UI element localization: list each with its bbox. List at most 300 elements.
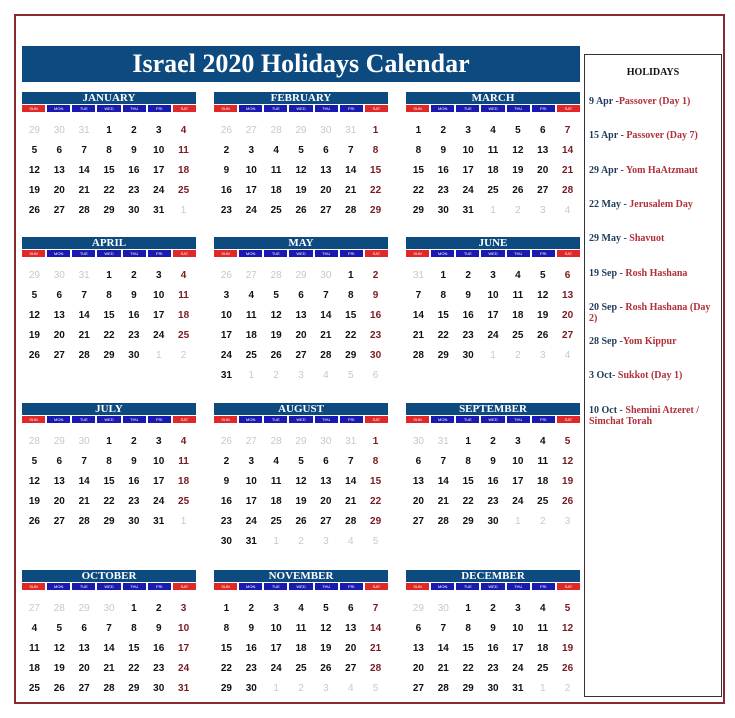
holiday-date: 9 Apr - xyxy=(589,96,619,107)
day-cell: 22 xyxy=(103,184,115,196)
day-cell: 8 xyxy=(440,289,447,301)
day-cell: 15 xyxy=(103,164,115,176)
week-row xyxy=(406,511,580,531)
day-cell: 18 xyxy=(178,164,190,176)
day-cell: 29 xyxy=(103,349,115,361)
day-name-thu: THU xyxy=(507,250,530,257)
day-cell: 17 xyxy=(153,164,165,176)
day-cell: 8 xyxy=(347,289,354,301)
day-cell: 31 xyxy=(412,269,424,281)
day-cell: 3 xyxy=(248,144,255,156)
day-cell: 2 xyxy=(298,535,304,547)
day-cell: 25 xyxy=(270,204,282,216)
day-cell: 27 xyxy=(320,204,332,216)
day-cell: 13 xyxy=(412,475,424,487)
week-row xyxy=(214,140,388,160)
day-name-mon: MON xyxy=(239,583,262,590)
day-cell: 19 xyxy=(270,329,282,341)
day-cell: 18 xyxy=(512,309,524,321)
day-cell: 9 xyxy=(465,289,471,301)
holiday-name: Yom HaAtzmaut xyxy=(625,164,698,176)
day-names-row xyxy=(406,416,580,423)
day-cell: 4 xyxy=(490,124,496,136)
day-cell: 7 xyxy=(106,622,112,634)
holiday-date: 19 Sep - xyxy=(589,267,626,279)
day-cell: 29 xyxy=(412,204,424,216)
day-cell: 13 xyxy=(320,164,332,176)
day-cell: 28 xyxy=(562,184,574,196)
holiday-date: 22 May - xyxy=(589,198,630,210)
day-cell: 3 xyxy=(323,682,329,694)
day-cell: 23 xyxy=(437,184,449,196)
holiday-name: Jerusalem Day xyxy=(629,198,693,210)
day-cell: 2 xyxy=(298,682,304,694)
day-name-tue: TUE xyxy=(72,583,95,590)
day-cell: 2 xyxy=(273,369,279,381)
week-row xyxy=(22,200,196,220)
day-cell: 6 xyxy=(539,124,546,136)
day-cell: 7 xyxy=(440,455,447,467)
day-cell: 10 xyxy=(220,309,232,321)
day-name-tue: TUE xyxy=(456,250,479,257)
day-cell: 11 xyxy=(537,622,549,634)
day-name-thu: THU xyxy=(123,416,146,423)
day-cell: 1 xyxy=(440,269,447,281)
day-name-mon: MON xyxy=(239,105,262,112)
day-names-row xyxy=(22,416,196,423)
day-cell: 4 xyxy=(180,124,187,136)
day-cell: 10 xyxy=(512,622,524,634)
week-row xyxy=(22,345,196,365)
day-cell: 29 xyxy=(295,269,307,281)
day-name-fri: FRI xyxy=(148,250,171,257)
month-july xyxy=(22,403,196,531)
day-cell: 1 xyxy=(273,535,279,547)
day-cell: 10 xyxy=(462,144,474,156)
day-cell: 12 xyxy=(28,309,40,321)
day-cell: 2 xyxy=(490,435,496,447)
day-cell: 4 xyxy=(347,682,354,694)
day-name-wed: WED xyxy=(289,416,312,423)
week-row xyxy=(22,431,196,451)
day-cell: 11 xyxy=(295,622,307,634)
day-name-thu: THU xyxy=(315,250,338,257)
day-name-fri: FRI xyxy=(148,583,171,590)
month-september xyxy=(406,403,580,531)
day-name-sat: SAT xyxy=(173,250,196,257)
holiday-item xyxy=(589,199,719,210)
holiday-date: 28 Sep - xyxy=(589,336,623,348)
day-cell: 14 xyxy=(345,164,357,176)
day-cell: 1 xyxy=(248,369,255,381)
day-cell: 29 xyxy=(462,682,474,694)
day-cell: 5 xyxy=(323,602,329,614)
day-cell: 20 xyxy=(320,495,332,507)
week-row xyxy=(214,531,388,551)
day-cell: 3 xyxy=(248,455,255,467)
month-january xyxy=(22,92,196,220)
day-cell: 22 xyxy=(437,329,449,341)
day-cell: 1 xyxy=(106,435,112,447)
day-cell: 13 xyxy=(412,642,424,654)
day-cell: 4 xyxy=(515,269,521,281)
day-cell: 19 xyxy=(28,329,40,341)
week-row xyxy=(22,451,196,471)
week-row xyxy=(214,491,388,511)
day-name-fri: FRI xyxy=(148,105,171,112)
holiday-item xyxy=(589,302,719,324)
day-cell: 3 xyxy=(515,602,521,614)
holiday-date: 15 Apr - xyxy=(589,130,627,142)
day-name-sat: SAT xyxy=(365,416,388,423)
day-name-wed: WED xyxy=(97,583,120,590)
day-cell: 22 xyxy=(103,329,115,341)
day-cell: 15 xyxy=(370,164,382,176)
day-cell: 23 xyxy=(220,515,232,527)
day-cell: 14 xyxy=(78,164,90,176)
day-cell: 12 xyxy=(537,289,549,301)
day-name-wed: WED xyxy=(481,105,504,112)
day-cell: 7 xyxy=(81,289,87,301)
day-name-sun: SUN xyxy=(22,250,45,257)
day-cell: 2 xyxy=(155,602,162,614)
day-cell: 25 xyxy=(245,349,257,361)
day-cell: 1 xyxy=(372,435,379,447)
day-cell: 1 xyxy=(347,269,354,281)
day-cell: 23 xyxy=(487,662,499,674)
day-cell: 11 xyxy=(270,475,282,487)
day-cell: 30 xyxy=(462,349,474,361)
day-name-sat: SAT xyxy=(173,105,196,112)
day-cell: 26 xyxy=(512,184,524,196)
day-cell: 13 xyxy=(562,289,574,301)
holiday-item xyxy=(589,165,719,176)
day-cell: 11 xyxy=(178,144,189,156)
day-cell: 5 xyxy=(31,455,38,467)
day-cell: 24 xyxy=(245,515,257,527)
day-cell: 9 xyxy=(131,144,137,156)
day-cell: 17 xyxy=(153,309,165,321)
day-cell: 26 xyxy=(53,682,65,694)
month-november xyxy=(214,570,388,698)
day-name-sun: SUN xyxy=(214,583,237,590)
day-cell: 30 xyxy=(320,435,332,447)
day-name-tue: TUE xyxy=(456,416,479,423)
day-cell: 13 xyxy=(53,475,65,487)
day-cell: 15 xyxy=(103,309,115,321)
day-cell: 1 xyxy=(515,515,521,527)
day-cell: 10 xyxy=(153,144,165,156)
day-cell: 28 xyxy=(53,602,65,614)
day-cell: 10 xyxy=(245,475,257,487)
day-cell: 26 xyxy=(295,204,307,216)
week-row xyxy=(406,431,580,451)
day-cell: 21 xyxy=(562,164,574,176)
holiday-name: Rosh Hashana (Day 2) xyxy=(589,301,711,324)
weeks xyxy=(214,598,388,698)
day-cell: 27 xyxy=(537,184,549,196)
week-row xyxy=(214,638,388,658)
day-cell: 29 xyxy=(28,124,40,136)
day-cell: 26 xyxy=(220,435,232,447)
day-name-fri: FRI xyxy=(532,250,555,257)
holidays-panel xyxy=(584,54,722,697)
day-name-tue: TUE xyxy=(456,105,479,112)
day-names-row xyxy=(22,105,196,112)
month-title: FEBRUARY xyxy=(214,92,388,104)
day-cell: 11 xyxy=(29,642,40,654)
week-row xyxy=(406,285,580,305)
holiday-name: Yom Kippur xyxy=(622,336,677,348)
day-cell: 28 xyxy=(78,204,90,216)
day-cell: 30 xyxy=(103,602,115,614)
day-cell: 27 xyxy=(245,435,257,447)
day-name-thu: THU xyxy=(315,105,338,112)
week-row xyxy=(22,325,196,345)
weeks xyxy=(406,265,580,365)
day-cell: 1 xyxy=(131,602,137,614)
day-name-thu: THU xyxy=(123,105,146,112)
day-cell: 22 xyxy=(220,662,232,674)
day-name-sat: SAT xyxy=(365,583,388,590)
day-cell: 2 xyxy=(131,435,137,447)
day-cell: 31 xyxy=(512,682,524,694)
day-cell: 25 xyxy=(295,662,307,674)
day-cell: 20 xyxy=(295,329,307,341)
day-name-sun: SUN xyxy=(22,416,45,423)
day-cell: 17 xyxy=(270,642,282,654)
day-cell: 18 xyxy=(178,475,190,487)
day-cell: 12 xyxy=(562,455,574,467)
day-cell: 31 xyxy=(462,204,474,216)
month-may xyxy=(214,237,388,385)
day-cell: 4 xyxy=(539,602,546,614)
day-cell: 3 xyxy=(515,435,521,447)
week-row xyxy=(406,598,580,618)
day-cell: 31 xyxy=(437,435,449,447)
day-name-tue: TUE xyxy=(264,416,287,423)
day-cell: 12 xyxy=(28,475,40,487)
week-row xyxy=(22,678,196,698)
day-cell: 29 xyxy=(370,204,382,216)
day-cell: 5 xyxy=(564,435,571,447)
week-row xyxy=(22,658,196,678)
day-cell: 13 xyxy=(320,475,332,487)
day-cell: 13 xyxy=(53,164,65,176)
day-cell: 10 xyxy=(487,289,499,301)
day-cell: 26 xyxy=(562,495,574,507)
day-name-tue: TUE xyxy=(72,250,95,257)
day-cell: 11 xyxy=(537,455,549,467)
day-cell: 7 xyxy=(347,455,354,467)
day-cell: 25 xyxy=(537,662,549,674)
day-cell: 3 xyxy=(223,289,230,301)
weeks xyxy=(22,120,196,220)
day-cell: 29 xyxy=(220,682,232,694)
day-cell: 17 xyxy=(245,495,257,507)
day-cell: 24 xyxy=(487,329,499,341)
day-cell: 18 xyxy=(178,309,190,321)
day-cell: 15 xyxy=(462,642,474,654)
day-cell: 22 xyxy=(412,184,424,196)
day-cell: 7 xyxy=(81,455,87,467)
day-cell: 11 xyxy=(487,144,499,156)
week-row xyxy=(22,120,196,140)
week-row xyxy=(406,305,580,325)
week-row xyxy=(214,285,388,305)
day-name-sun: SUN xyxy=(22,105,45,112)
day-cell: 2 xyxy=(465,269,471,281)
day-cell: 31 xyxy=(345,435,357,447)
weeks xyxy=(406,120,580,220)
day-cell: 25 xyxy=(512,329,524,341)
day-cell: 1 xyxy=(106,124,112,136)
day-name-sun: SUN xyxy=(214,416,237,423)
day-cell: 21 xyxy=(437,495,449,507)
month-december xyxy=(406,570,580,698)
day-cell: 9 xyxy=(223,164,230,176)
day-cell: 3 xyxy=(180,602,187,614)
day-name-sat: SAT xyxy=(173,416,196,423)
day-cell: 29 xyxy=(295,124,307,136)
day-name-sat: SAT xyxy=(557,250,580,257)
day-cell: 5 xyxy=(372,535,379,547)
holiday-item xyxy=(589,405,719,427)
day-name-sun: SUN xyxy=(406,416,429,423)
holiday-item xyxy=(589,96,719,107)
day-cell: 22 xyxy=(345,329,357,341)
day-name-mon: MON xyxy=(431,583,454,590)
day-cell: 16 xyxy=(220,495,232,507)
day-cell: 20 xyxy=(78,662,90,674)
day-cell: 26 xyxy=(28,204,40,216)
day-cell: 23 xyxy=(487,495,499,507)
week-row xyxy=(22,598,196,618)
day-cell: 31 xyxy=(78,269,90,281)
week-row xyxy=(406,160,580,180)
day-cell: 26 xyxy=(537,329,549,341)
day-cell: 9 xyxy=(440,144,447,156)
day-cell: 22 xyxy=(462,662,474,674)
holiday-name: Passover (Day 1) xyxy=(618,96,691,107)
holiday-item xyxy=(589,268,719,279)
week-row xyxy=(214,678,388,698)
weeks xyxy=(214,431,388,551)
week-row xyxy=(214,658,388,678)
day-cell: 29 xyxy=(345,349,357,361)
day-cell: 26 xyxy=(28,349,40,361)
day-cell: 26 xyxy=(270,349,282,361)
day-cell: 3 xyxy=(155,435,162,447)
day-cell: 1 xyxy=(372,124,379,136)
month-title: SEPTEMBER xyxy=(406,403,580,415)
day-cell: 25 xyxy=(487,184,499,196)
day-cell: 30 xyxy=(53,269,65,281)
day-cell: 28 xyxy=(270,435,282,447)
day-cell: 20 xyxy=(53,184,65,196)
day-cell: 16 xyxy=(220,184,232,196)
holiday-date: 29 May - xyxy=(589,233,630,245)
day-cell: 8 xyxy=(131,622,137,634)
day-cell: 24 xyxy=(462,184,474,196)
day-names-row xyxy=(214,250,388,257)
day-name-sat: SAT xyxy=(557,583,580,590)
day-cell: 2 xyxy=(515,204,521,216)
day-names-row xyxy=(406,250,580,257)
weeks xyxy=(22,598,196,698)
day-cell: 19 xyxy=(53,662,65,674)
day-name-wed: WED xyxy=(481,583,504,590)
day-cell: 7 xyxy=(564,124,571,136)
weeks xyxy=(406,431,580,531)
day-cell: 21 xyxy=(78,184,90,196)
day-cell: 30 xyxy=(153,682,165,694)
day-cell: 11 xyxy=(512,289,524,301)
day-cell: 3 xyxy=(539,349,546,361)
day-cell: 27 xyxy=(245,269,257,281)
day-cell: 23 xyxy=(128,495,140,507)
holiday-name: Shavuot xyxy=(629,233,665,245)
day-cell: 5 xyxy=(372,682,379,694)
holiday-name: Shemini Atzeret / Simchat Torah xyxy=(589,404,700,427)
day-cell: 5 xyxy=(273,289,279,301)
month-february xyxy=(214,92,388,220)
day-cell: 5 xyxy=(298,144,304,156)
weeks xyxy=(406,598,580,698)
day-cell: 14 xyxy=(437,475,449,487)
day-cell: 24 xyxy=(512,662,524,674)
day-cell: 22 xyxy=(462,495,474,507)
day-name-thu: THU xyxy=(507,583,530,590)
day-cell: 12 xyxy=(295,475,307,487)
day-cell: 23 xyxy=(370,329,382,341)
day-cell: 30 xyxy=(320,124,332,136)
day-name-mon: MON xyxy=(47,583,70,590)
day-cell: 15 xyxy=(462,475,474,487)
day-cell: 13 xyxy=(537,144,549,156)
day-cell: 13 xyxy=(345,622,357,634)
day-cell: 19 xyxy=(562,475,574,487)
day-cell: 1 xyxy=(106,269,112,281)
day-cell: 19 xyxy=(28,184,40,196)
day-cell: 29 xyxy=(128,682,140,694)
day-cell: 3 xyxy=(564,515,571,527)
day-cell: 31 xyxy=(245,535,257,547)
day-cell: 6 xyxy=(372,369,379,381)
day-cell: 13 xyxy=(78,642,90,654)
day-cell: 20 xyxy=(320,184,332,196)
day-cell: 28 xyxy=(103,682,115,694)
day-name-wed: WED xyxy=(481,416,504,423)
day-cell: 2 xyxy=(564,682,571,694)
day-names-row xyxy=(214,105,388,112)
week-row xyxy=(214,511,388,531)
day-cell: 9 xyxy=(248,622,255,634)
day-cell: 6 xyxy=(347,602,354,614)
day-cell: 4 xyxy=(323,369,329,381)
day-cell: 29 xyxy=(437,349,449,361)
day-cell: 2 xyxy=(131,124,137,136)
week-row xyxy=(22,160,196,180)
day-cell: 10 xyxy=(270,622,282,634)
day-name-tue: TUE xyxy=(264,250,287,257)
day-cell: 24 xyxy=(178,662,190,674)
week-row xyxy=(406,180,580,200)
day-cell: 12 xyxy=(320,622,332,634)
day-cell: 25 xyxy=(178,329,190,341)
day-cell: 2 xyxy=(372,269,379,281)
holiday-name: Sukkot (Day 1) xyxy=(617,370,683,382)
